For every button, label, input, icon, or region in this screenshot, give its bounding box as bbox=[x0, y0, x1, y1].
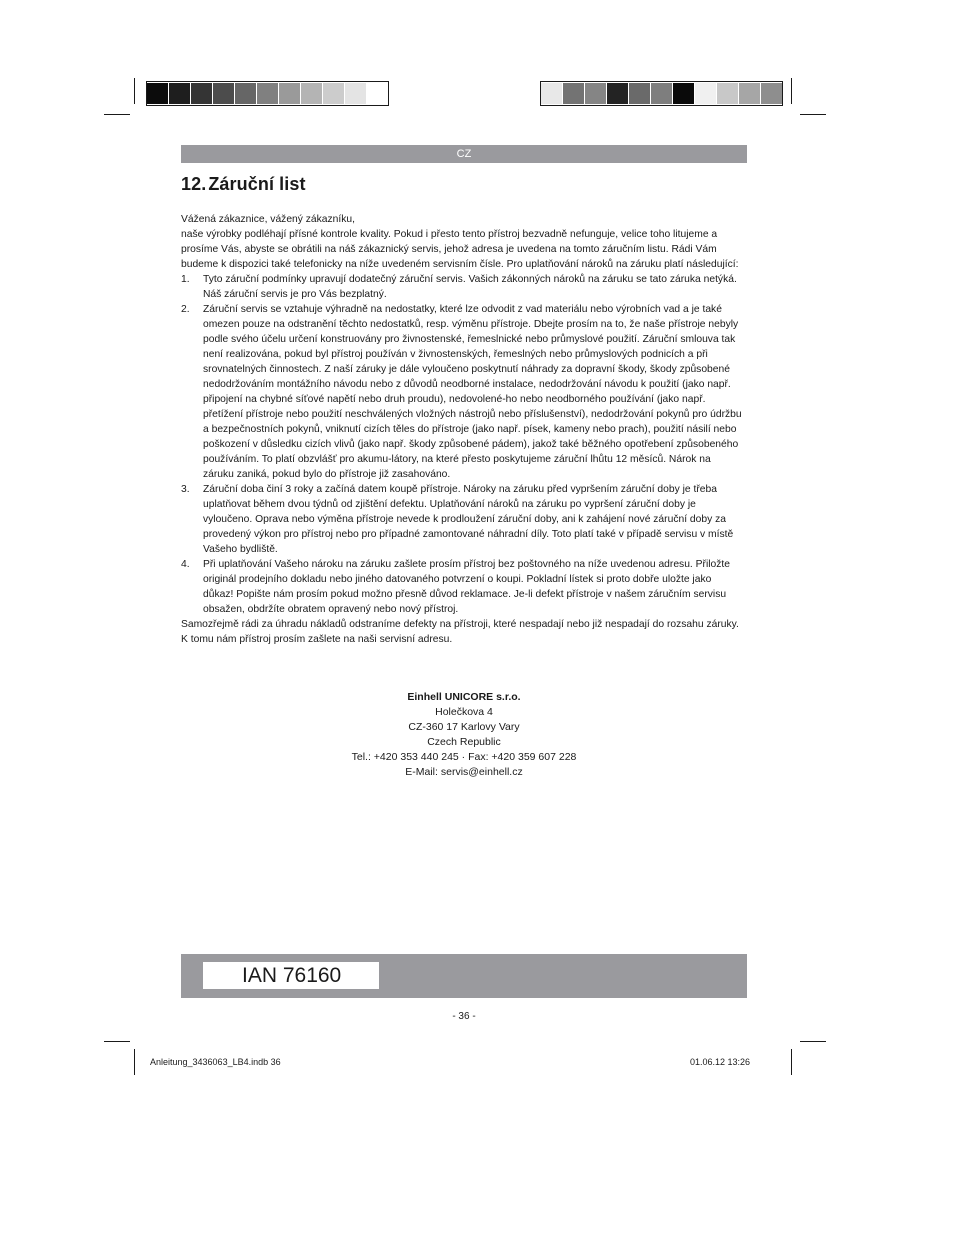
list-item-number: 2. bbox=[181, 304, 190, 315]
list-item-number: 3. bbox=[181, 484, 190, 495]
crop-mark bbox=[134, 1049, 135, 1075]
list-item-text: Záruční doba činí 3 roky a začíná datem koupě přístroje. Nároky na záruku před vypršením záruční doby je třeba uplatňovat během dvou týdnů od zjištění defektu. Uplatňování nároků na záruku po vypršení záruční doby je vyloučeno. Oprava nebo výměna přístroje nevede k prodloužení záruční doby, ani k zahájení nové záruční doby za provedený výkon pro přístroj nebo pro případné zamontované náhradní díly. Toto platí také v případě servisu v místě Vašeho bydliště. bbox=[203, 484, 734, 555]
address-email: E-Mail: servis@einhell.cz bbox=[405, 766, 523, 778]
list-item-number: 1. bbox=[181, 274, 190, 285]
ian-label: IAN 76160 bbox=[203, 962, 379, 989]
color-swatch bbox=[739, 83, 761, 104]
crop-mark bbox=[104, 114, 130, 115]
intro-paragraph: naše výrobky podléhají přísné kontrole kvality. Pokud i přesto tento přístroj bezvadně nefunguje, velice toho litujeme a prosíme Vás, abyste se obrátili na náš zákaznický servis, jehož adresa je uvedena na tomto záručním listu. Rádi Vám budeme k dispozici také telefonicky na níže uvedeném servisním čísle. Pro uplatňování nároků na záruku platí následující: bbox=[181, 229, 739, 270]
color-swatch bbox=[345, 83, 367, 104]
address-phone-fax: Tel.: +420 353 440 245 · Fax: +420 359 607 228 bbox=[351, 751, 577, 763]
color-swatch bbox=[651, 83, 673, 104]
language-label: CZ bbox=[456, 148, 472, 160]
warranty-text bbox=[181, 212, 744, 647]
list-item bbox=[181, 272, 744, 302]
color-swatch bbox=[717, 83, 739, 104]
service-address bbox=[181, 690, 747, 780]
color-bar-right bbox=[540, 81, 783, 106]
page-number: - 36 - bbox=[452, 1011, 476, 1022]
section-title-text: Záruční list bbox=[208, 174, 306, 194]
color-swatch bbox=[279, 83, 301, 104]
color-swatch bbox=[695, 83, 717, 104]
color-swatch bbox=[541, 83, 563, 104]
ian-bar bbox=[181, 954, 747, 998]
crop-mark bbox=[791, 1049, 792, 1075]
list-item bbox=[181, 557, 744, 617]
list-item bbox=[181, 482, 744, 557]
list-item bbox=[181, 302, 744, 482]
address-country: Czech Republic bbox=[427, 736, 501, 748]
color-swatch bbox=[191, 83, 213, 104]
color-swatch bbox=[257, 83, 279, 104]
color-swatch bbox=[673, 83, 695, 104]
section-number: 12. bbox=[181, 174, 207, 194]
page-title bbox=[181, 174, 306, 195]
color-swatch bbox=[367, 83, 388, 104]
color-swatch bbox=[761, 83, 782, 104]
company-name: Einhell UNICORE s.r.o. bbox=[407, 691, 521, 703]
color-swatch bbox=[607, 83, 629, 104]
crop-mark bbox=[104, 1041, 130, 1042]
crop-mark bbox=[791, 78, 792, 104]
salutation: Vážená zákaznice, vážený zákazníku, bbox=[181, 214, 356, 225]
color-swatch bbox=[235, 83, 257, 104]
closing-paragraph: Samozřejmě rádi za úhradu nákladů odstraníme defekty na přístroji, které nespadají nebo již nespadají do rozsahu záruky. K tomu nám přístroj prosím zašlete na naši servisní adresu. bbox=[181, 619, 739, 645]
list-item-text: Záruční servis se vztahuje výhradně na nedostatky, které lze odvodit z vad materiálu nebo výrobních vad a je také omezen pouze na odstranění těchto nedostatků, resp. výměnu přístroje. Dbejte prosím na to, že naše přístroje nebyly podle svého účelu určení konstruovány pro živnostenské, řemeslnické nebo průmyslové použití. Záruční smlouva tak není realizována, pokud byl přístroj používán v živnostenských, řemeslných nebo průmyslových podnicích a při srovnatelných činnostech. Z naší záruky je dále vyloučeno poskytnutí náhrady za dopravní škody, škody způsobené nedodržováním montážního návodu nebo z důvodů neodborné instalace, nedodržování návodu k použití (jako např. připojení na chybné síťové napětí nebo druh proudu), nedovolené-ho nebo neodborného používání (jako např. přetížení přístroje nebo použití neschválených vložných nástrojů nebo příslušenství), nedodržování pokynů pro údržbu a bezpečnostních pokynů, vniknutí cizích těles do přístroje (jako např. písek, kameny nebo prach), použití násilí nebo poškození v důsledku cizích vlivů (jako např. škody způsobené pádem), jakož také běžného opotřebení způsobeného používáním. To platí obzvlášť pro akumu-látory, na které přesto poskytujeme záruční lhůtu 12 měsíců. Nárok na záruku zaniká, pokud bylo do přístroje již zasahováno. bbox=[203, 304, 742, 480]
color-swatch bbox=[169, 83, 191, 104]
color-swatch bbox=[563, 83, 585, 104]
crop-mark bbox=[800, 1041, 826, 1042]
color-bar-left bbox=[146, 81, 389, 106]
color-swatch bbox=[147, 83, 169, 104]
footer-datetime: 01.06.12 13:26 bbox=[690, 1057, 751, 1067]
list-item-text: Tyto záruční podmínky upravují dodatečný záruční servis. Vašich zákonných nároků na záruku se tato záruka netýká. Náš záruční servis je pro Vás bezplatný. bbox=[203, 274, 737, 300]
crop-mark bbox=[800, 114, 826, 115]
list-item-number: 4. bbox=[181, 559, 190, 570]
list-item-text: Při uplatňování Vašeho nároku na záruku zašlete prosím přístroj bez poštovného na níže uvedenou adresu. Přiložte originál prodejního dokladu nebo jiného datovaného potvrzení o koupi. Pokladní lístek si proto dobře uložte jako důkaz! Popište nám prosím pokud možno přesně důvod reklamace. Je-li defekt přístroje v našem záručním servisu obsažen, obdržíte obratem opravený nebo nový přístroj. bbox=[203, 559, 730, 615]
color-swatch bbox=[213, 83, 235, 104]
color-swatch bbox=[301, 83, 323, 104]
crop-mark bbox=[134, 78, 135, 104]
language-bar bbox=[181, 145, 747, 163]
color-swatch bbox=[323, 83, 345, 104]
warranty-conditions-list bbox=[181, 272, 744, 617]
address-street: Holečkova 4 bbox=[435, 706, 493, 718]
address-city: CZ-360 17 Karlovy Vary bbox=[408, 721, 520, 733]
color-swatch bbox=[585, 83, 607, 104]
color-swatch bbox=[629, 83, 651, 104]
footer-file-info: Anleitung_3436063_LB4.indb 36 bbox=[150, 1057, 281, 1067]
